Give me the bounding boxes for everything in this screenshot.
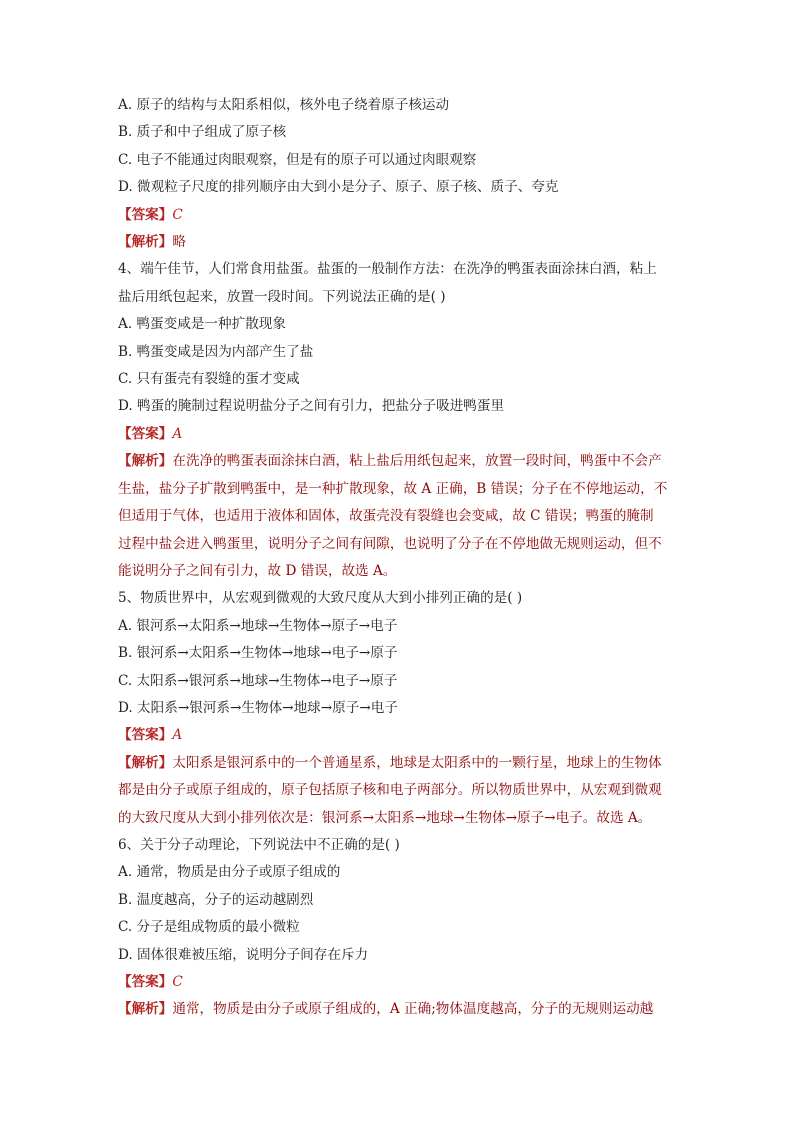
- q4-option-a: A. 鸭蛋变咸是一种扩散现象: [118, 316, 286, 333]
- q4-answer: [118, 421, 678, 448]
- q6-option-b: B. 温度越高，分子的运动越剧烈: [118, 891, 314, 908]
- answer-tag: 【答案】: [118, 974, 173, 990]
- analysis-text: 太阳系是银河系中的一个普通星系，地球是太阳系中的一颗行星，地球上的生物体: [172, 754, 662, 771]
- q4-analysis-line-4: 过程中盐会进入鸭蛋里，说明分子之间有间隙，也说明了分子在不停地做无规则运动，但不: [118, 535, 662, 552]
- q3-option-c: C. 电子不能通过肉眼观察，但是有的原子可以通过肉眼观察: [118, 151, 477, 168]
- q4-option-d: D. 鸭蛋的腌制过程说明盐分子之间有引力，把盐分子吸进鸭蛋里: [118, 398, 505, 415]
- analysis-tag: 【解析】: [118, 1001, 173, 1018]
- q5-analysis-line-3: 的大致尺度从大到小排列依次是：银河系→太阳系→地球→生物体→原子→电子。故选 A。: [118, 809, 652, 826]
- q4-stem-line-1: 4、端午佳节，人们常食用盐蛋。盐蛋的一般制作方法：在洗净的鸭蛋表面涂抹白酒，粘上: [118, 261, 657, 278]
- answer-value: A: [172, 425, 183, 442]
- q3-answer: [118, 202, 678, 229]
- answer-tag: 【答案】: [118, 425, 173, 442]
- q4-stem-line-2: 盐后用纸包起来，放置一段时间。下列说法正确的是( ): [118, 288, 446, 305]
- q6-option-a: A. 通常，物质是由分子或原子组成的: [118, 864, 341, 881]
- analysis-text: 略: [172, 234, 186, 251]
- q5-stem-line-1: 5、物质世界中，从宏观到微观的大致尺度从大到小排列正确的是( ): [118, 590, 523, 607]
- question-6: [118, 832, 678, 1024]
- q5-option-c: C. 太阳系→银河系→地球→生物体→电子→原子: [118, 672, 398, 689]
- analysis-text: 通常，物质是由分子或原子组成的，A 正确;物体温度越高，分子的无规则运动越: [172, 1001, 654, 1018]
- document-page: [118, 92, 678, 1024]
- q5-analysis-line-2: 都是由分子或原子组成的，原子包括原子核和电子两部分。所以物质世界中，从宏观到微观: [118, 782, 662, 799]
- q6-analysis-line-1: [118, 996, 678, 1023]
- analysis-tag: 【解析】: [118, 754, 173, 771]
- q6-answer: [118, 969, 678, 996]
- answer-value: C: [172, 974, 183, 990]
- q4-option-b: B. 鸭蛋变咸是因为内部产生了盐: [118, 343, 314, 360]
- q3-option-a: A. 原子的结构与太阳系相似，核外电子绕着原子核运动: [118, 97, 450, 113]
- q3-analysis: [118, 229, 678, 256]
- q3-option-b: B. 质子和中子组成了原子核: [118, 124, 287, 141]
- q4-analysis-line-2: 生盐，盐分子扩散到鸭蛋中，是一种扩散现象，故 A 正确，B 错误；分子在不停地运动，不: [118, 480, 668, 497]
- q6-option-d: D. 固体很难被压缩，说明分子间存在斥力: [118, 946, 369, 963]
- answer-tag: 【答案】: [118, 727, 173, 744]
- q6-stem-line-1: 6、关于分子动理论，下列说法中不正确的是( ): [118, 836, 400, 853]
- q5-option-d: D. 太阳系→银河系→生物体→地球→原子→电子: [118, 699, 398, 716]
- answer-value: C: [172, 206, 183, 223]
- q5-option-b: B. 银河系→太阳系→生物体→地球→电子→原子: [118, 645, 398, 662]
- analysis-tag: 【解析】: [118, 453, 173, 470]
- question-4: [118, 256, 678, 585]
- q4-option-c: C. 只有蛋壳有裂缝的蛋才变咸: [118, 371, 300, 388]
- q5-option-a: A. 银河系→太阳系→地球→生物体→原子→电子: [118, 617, 398, 634]
- q4-analysis-line-3: 但适用于气体，也适用于液体和固体，故蛋壳没有裂缝也会变咸，故 C 错误；鸭蛋的腌制: [118, 508, 654, 525]
- q6-option-c: C. 分子是组成物质的最小微粒: [118, 919, 300, 936]
- q5-analysis-line-1: [118, 750, 678, 777]
- analysis-text: 在洗净的鸭蛋表面涂抹白酒，粘上盐后用纸包起来，放置一段时间，鸭蛋中不会产: [172, 453, 662, 470]
- answer-value: A: [172, 727, 183, 744]
- question-3: [118, 92, 678, 256]
- answer-tag: 【答案】: [118, 206, 173, 223]
- q3-option-d: D. 微观粒子尺度的排列顺序由大到小是分子、原子、原子核、质子、夸克: [118, 179, 559, 196]
- q4-analysis-line-5: 能说明分子之间有引力，故 D 错误，故选 A。: [118, 562, 397, 579]
- question-5: [118, 585, 678, 832]
- q5-answer: [118, 722, 678, 749]
- analysis-tag: 【解析】: [118, 234, 173, 251]
- q4-analysis-line-1: [118, 448, 678, 475]
